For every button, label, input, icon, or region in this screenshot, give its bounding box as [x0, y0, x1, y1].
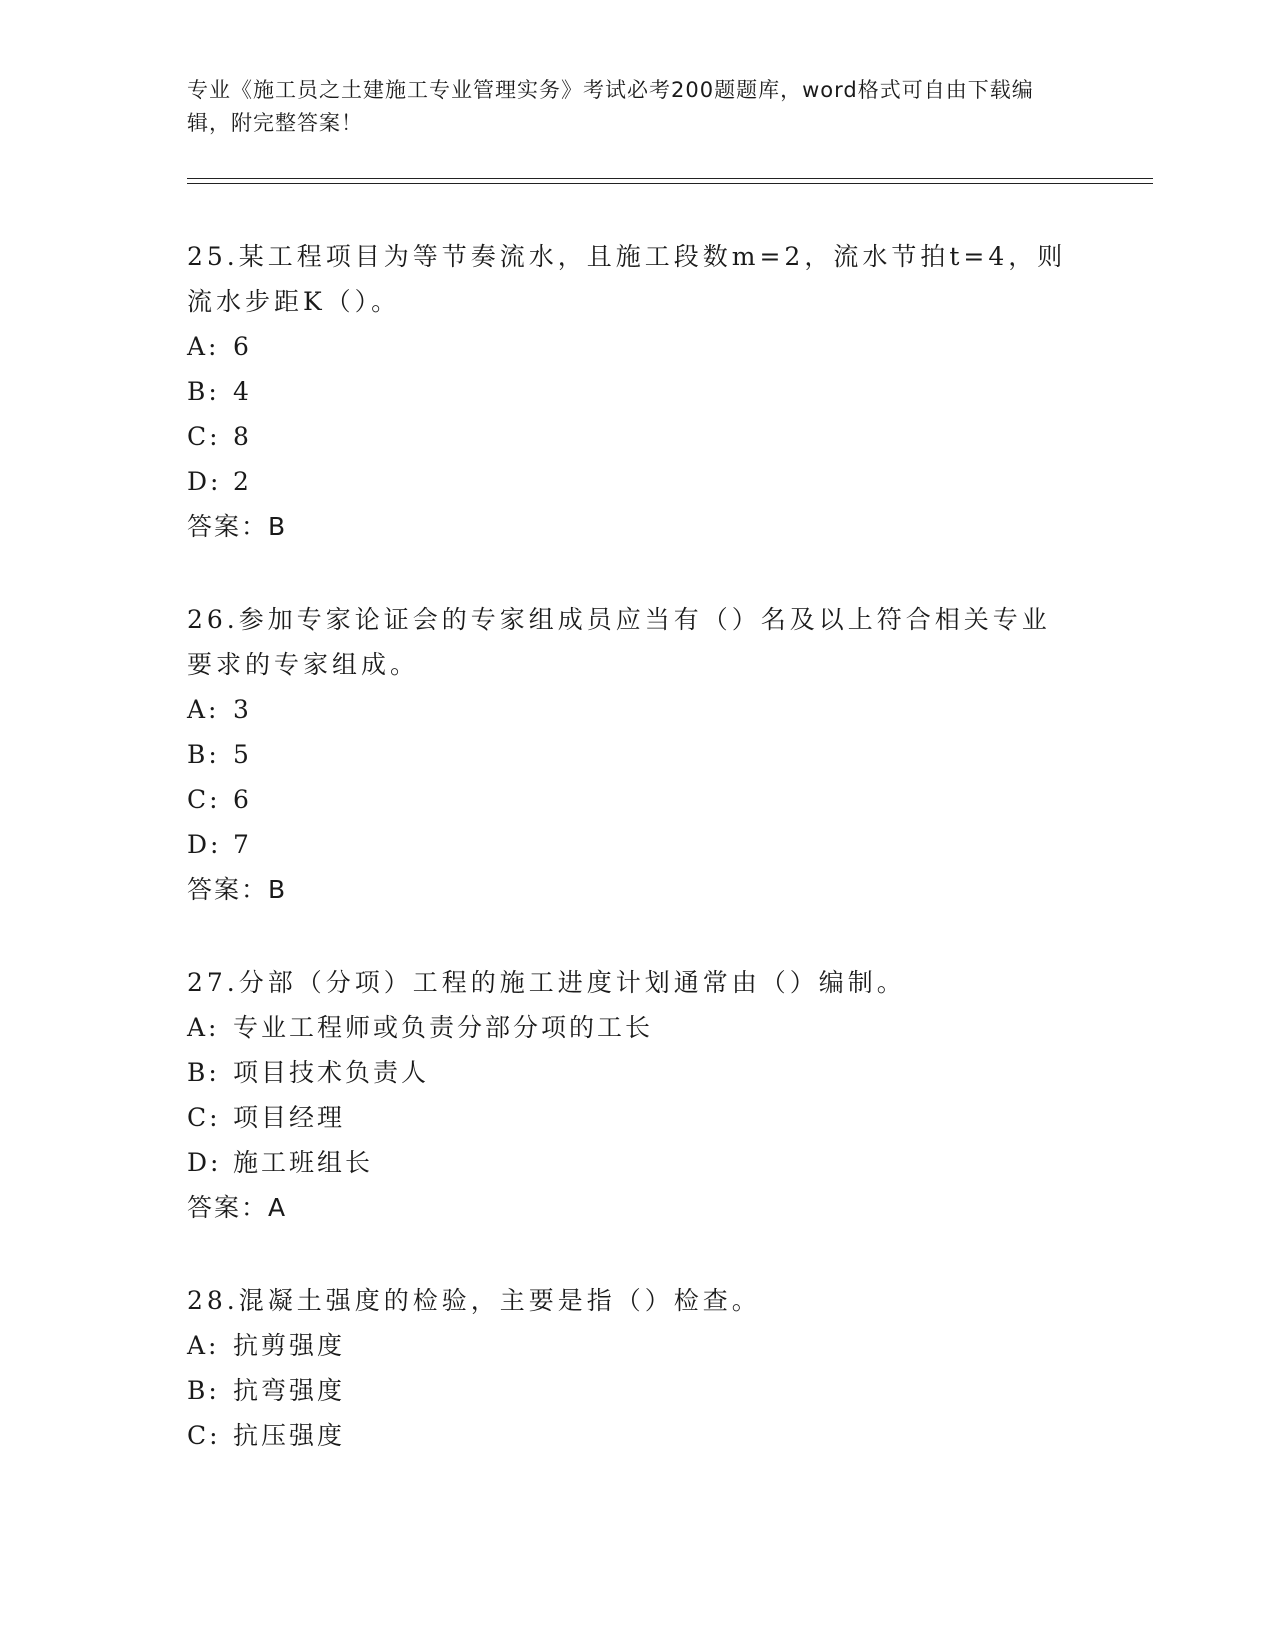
option-letter: A: — [187, 1331, 220, 1360]
option-text: 6 — [233, 332, 252, 361]
answer-line: 答案：B — [187, 875, 288, 904]
option-d — [187, 822, 1067, 867]
option-letter: C: — [187, 785, 221, 814]
option-a — [187, 687, 1067, 732]
option-text: 施工班组长 — [233, 1148, 374, 1177]
option-a — [187, 324, 1067, 369]
option-text: 抗弯强度 — [233, 1376, 346, 1405]
option-letter: C: — [187, 422, 221, 451]
question-stem: 27.分部（分项）工程的施工进度计划通常由（）编制。 — [187, 968, 906, 997]
option-d — [187, 459, 1067, 504]
option-text: 2 — [233, 467, 252, 496]
question-28 — [187, 1278, 1067, 1458]
option-a — [187, 1005, 1067, 1050]
option-text: 8 — [233, 422, 252, 451]
option-text: 4 — [233, 377, 252, 406]
option-letter: D: — [187, 1148, 222, 1177]
question-25 — [187, 234, 1067, 549]
option-d — [187, 1140, 1067, 1185]
header-divider-bottom — [187, 183, 1153, 184]
option-text: 专业工程师或负责分部分项的工长 — [233, 1013, 654, 1042]
option-text: 6 — [233, 785, 252, 814]
option-text: 5 — [233, 740, 252, 769]
option-letter: B: — [187, 1376, 220, 1405]
option-c — [187, 777, 1067, 822]
option-b — [187, 732, 1067, 777]
question-stem: 25.某工程项目为等节奏流水，且施工段数m=2，流水节拍t=4，则流水步距K（）。 — [187, 242, 1067, 316]
option-letter: B: — [187, 1058, 220, 1087]
answer-line: 答案：B — [187, 512, 288, 541]
option-b — [187, 369, 1067, 414]
option-b — [187, 1368, 1067, 1413]
option-letter: A: — [187, 1013, 220, 1042]
option-text: 抗压强度 — [233, 1421, 346, 1450]
option-b — [187, 1050, 1067, 1095]
option-text: 项目技术负责人 — [233, 1058, 430, 1087]
question-27 — [187, 960, 1067, 1230]
option-letter: D: — [187, 830, 222, 859]
answer-line: 答案：A — [187, 1193, 288, 1222]
option-c — [187, 414, 1067, 459]
option-letter: A: — [187, 695, 220, 724]
option-text: 3 — [233, 695, 252, 724]
document-header: 专业《施工员之土建施工专业管理实务》考试必考200题题库，word格式可自由下载编辑，附完整答案！ — [187, 78, 1034, 135]
option-letter: B: — [187, 740, 220, 769]
question-stem: 26.参加专家论证会的专家组成员应当有（）名及以上符合相关专业要求的专家组成。 — [187, 605, 1051, 679]
option-text: 项目经理 — [233, 1103, 346, 1132]
header-divider-top — [187, 178, 1153, 179]
option-letter: C: — [187, 1103, 221, 1132]
option-text: 7 — [233, 830, 252, 859]
option-letter: D: — [187, 467, 222, 496]
option-letter: C: — [187, 1421, 221, 1450]
option-letter: B: — [187, 377, 220, 406]
question-stem: 28.混凝土强度的检验，主要是指（）检查。 — [187, 1286, 761, 1315]
question-26 — [187, 597, 1067, 912]
option-c — [187, 1413, 1067, 1458]
option-a — [187, 1323, 1067, 1368]
option-text: 抗剪强度 — [233, 1331, 346, 1360]
option-c — [187, 1095, 1067, 1140]
option-letter: A: — [187, 332, 220, 361]
